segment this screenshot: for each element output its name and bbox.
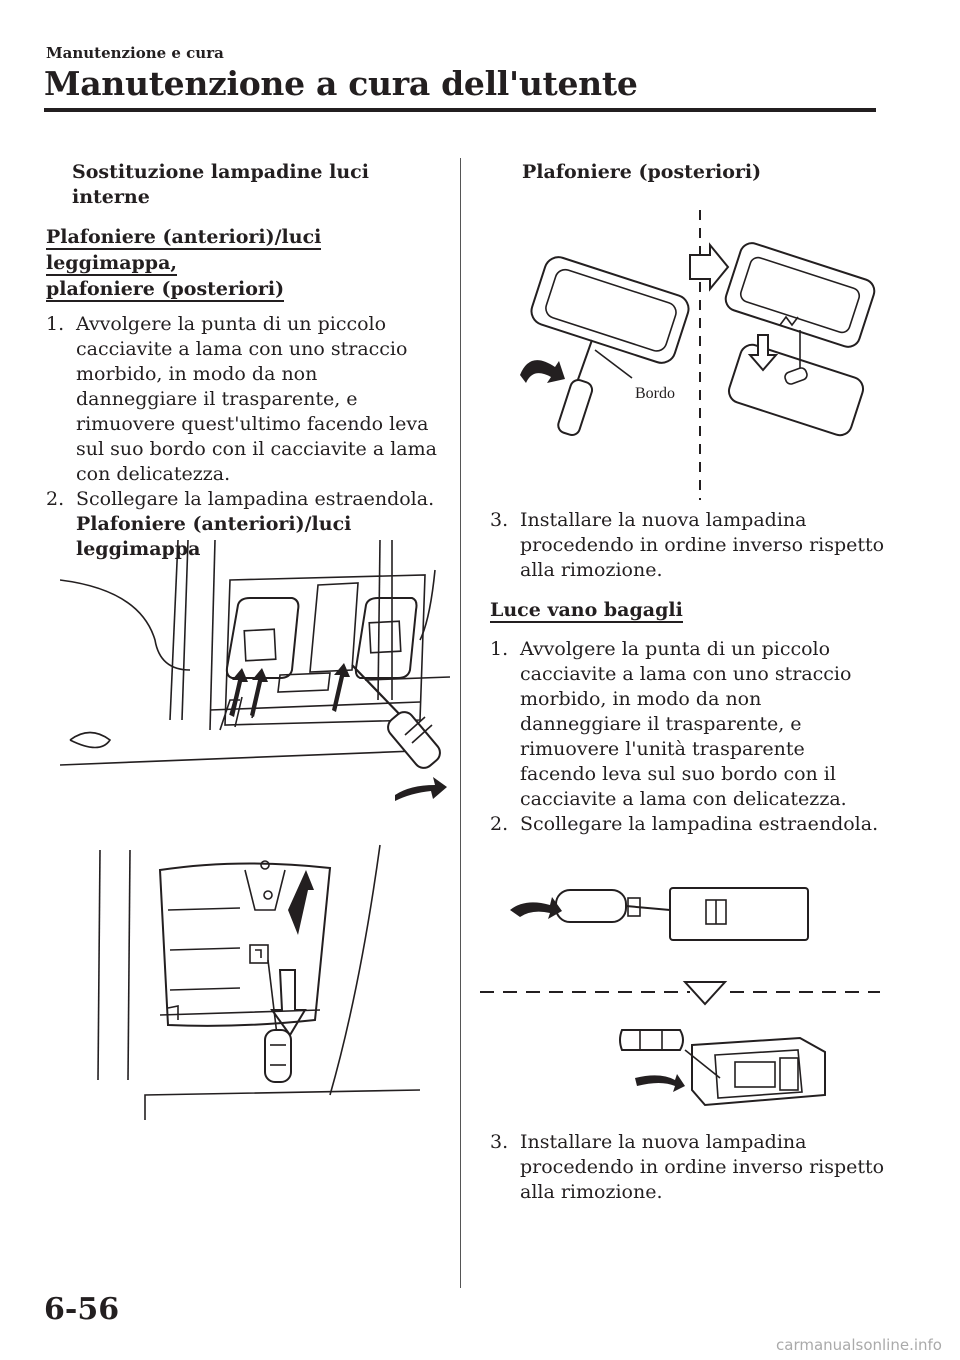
- list-item: [490, 1130, 885, 1205]
- section-heading-front-rear: [46, 224, 441, 302]
- figure-label-bordo: Bordo: [635, 385, 675, 402]
- list-item: [490, 812, 885, 837]
- chapter-kicker: Manutenzione e cura: [46, 44, 224, 62]
- figure-trunk-light: [480, 870, 880, 1120]
- figure-rear-map-light: [500, 210, 880, 500]
- section-trunk-label: Luce vano bagagli: [490, 599, 683, 621]
- page-title: Manutenzione a cura dell'utente: [44, 64, 638, 103]
- step-number: 2.: [490, 813, 509, 835]
- step-number: 1.: [490, 638, 509, 660]
- right-step3: [490, 508, 885, 583]
- step-number: 2.: [46, 488, 65, 510]
- left-steps: [46, 312, 441, 512]
- step-text: Scollegare la lampadina estraendola.: [520, 813, 879, 835]
- right-column: [490, 160, 885, 199]
- right-final-step-block: [490, 1130, 885, 1205]
- title-rule: [44, 108, 876, 112]
- subheading-line-2: leggimappa: [76, 538, 201, 560]
- step-number: 3.: [490, 509, 509, 531]
- box-heading-interior-lights: Sostituzione lampadine luci interne: [72, 161, 369, 208]
- step-number: 3.: [490, 1131, 509, 1153]
- step-text: Avvolgere la punta di un piccolo cacciavite a lama con uno straccio morbido, in modo da non danneggiare il trasparente, e rimuovere l'unità trasparente facendo leva sul suo bordo con il cacciavite a lama con delicatezza.: [520, 638, 852, 810]
- step-text: Scollegare la lampadina estraendola.: [76, 488, 435, 510]
- list-item: [490, 508, 885, 583]
- list-item: [46, 487, 441, 512]
- step-number: 1.: [46, 313, 65, 335]
- right-trunk-steps: [490, 637, 885, 837]
- watermark: carmanualsonline.info: [776, 1336, 942, 1354]
- list-item: [490, 637, 885, 812]
- left-column: [46, 160, 441, 562]
- box-heading-rear: Plafoniere (posteriori): [522, 161, 762, 183]
- step-text: Installare la nuova lampadina procedendo in ordine inverso rispetto alla rimozione.: [520, 1131, 885, 1203]
- subheading-line-1: Plafoniere (anteriori)/luci: [76, 513, 352, 535]
- page-number: 6-56: [44, 1292, 120, 1327]
- section-heading-trunk: [490, 597, 885, 623]
- section-line-1: Plafoniere (anteriori)/luci leggimappa,: [46, 226, 322, 274]
- right-step3-block: [490, 508, 885, 837]
- section-line-2: plafoniere (posteriori): [46, 278, 285, 300]
- column-divider: [460, 158, 461, 1288]
- figure-front-overhead-console: [60, 530, 450, 830]
- step-text: Installare la nuova lampadina procedendo in ordine inverso rispetto alla rimozione.: [520, 509, 885, 581]
- figure-front-bulb-removal: [90, 840, 420, 1130]
- step-text: Avvolgere la punta di un piccolo cacciavite a lama con uno straccio morbido, in modo da non danneggiare il trasparente, e rimuovere quest'ultimo facendo leva sul suo bordo con il cacciavite a lama con delicatezza.: [76, 313, 437, 485]
- right-final-step: [490, 1130, 885, 1205]
- list-item: [46, 312, 441, 487]
